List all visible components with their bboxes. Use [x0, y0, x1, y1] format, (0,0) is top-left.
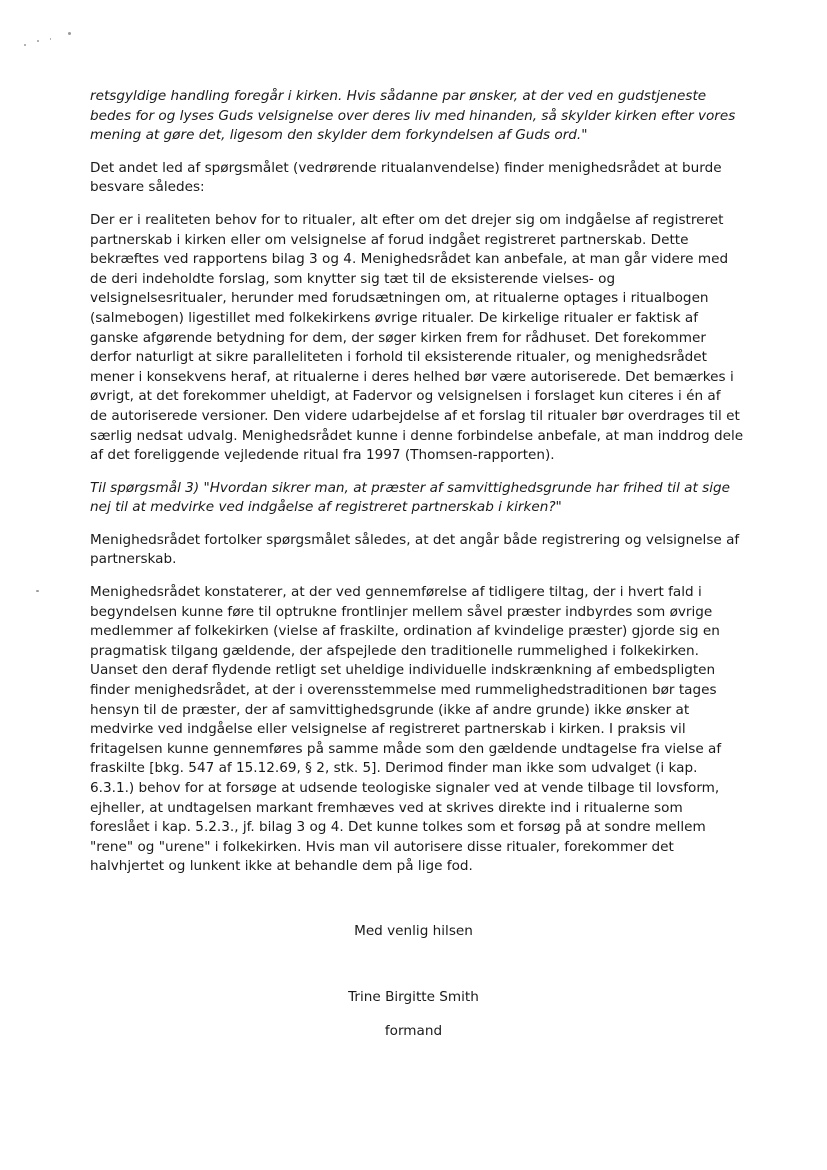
text-line: halvhjertet og lunkent ikke at behandle dem på lige fod.	[90, 858, 473, 875]
text-line: Der er i realiteten behov for to ritualer, alt efter om det drejer sig om indgåelse af registreret	[90, 211, 724, 228]
text-line: de deri indeholdte forslag, som knytter sig tæt til de eksisterende vielses- og	[90, 270, 616, 287]
text-line: pragmatisk tilgang gældende, der afspejlede den traditionelle rummelighed i folkekirken.	[90, 642, 699, 659]
text-line: Menighedsrådet fortolker spørgsmålet således, at det angår både registrering og velsignelse af	[90, 531, 740, 548]
text-line: foreslået i kap. 5.2.3., jf. bilag 3 og 4. Det kunne tolkes som et forsøg på at sondre mellem	[90, 819, 706, 836]
text-line: mener i konsekvens heraf, at ritualerne i deres helhed bør være autoriserede. Det bemærkes i	[90, 368, 734, 385]
text-line: ganske afgørende betydning for dem, der søger kirken frem for rådhuset. Det forekommer	[90, 329, 706, 346]
text-line: Menighedsrådet konstaterer, at der ved gennemførelse af tidligere tiltag, der i hvert fald i	[90, 584, 702, 601]
text-line: nej til at medvirke ved indgåelse af registreret partnerskab i kirken?"	[90, 499, 562, 516]
text-line: medvirke ved indgåelse eller velsignelse af registreret partnerskab i kirken. I praksis vil	[90, 721, 686, 738]
text-line: finder menighedsrådet, at der i overensstemmelse med rummelighedstraditionen bør tages	[90, 682, 717, 699]
text-line: besvare således:	[90, 179, 205, 196]
text-line: mening at gøre det, ligesom den skylder dem forkyndelsen af Guds ord."	[90, 127, 588, 144]
text-line: retsgyldige handling foregår i kirken. Hvis sådanne par ønsker, at der ved en gudstjeneste	[90, 88, 707, 104]
text-line: de autoriserede versioner. Den videre udarbejdelse af et forslag til ritualer bør overdrages til et	[90, 407, 740, 424]
text-line: Det andet led af spørgsmålet (vedrørende ritualanvendelse) finder menighedsrådet at burde	[90, 159, 722, 176]
scan-speck	[68, 32, 71, 35]
text-line: bedes for og lyses Guds velsignelse over deres liv med hinanden, så skylder kirken efter vores	[90, 107, 736, 124]
scan-speck	[36, 590, 39, 592]
paragraph-quote-end	[90, 87, 762, 146]
text-line: særlig nedsat udvalg. Menighedsrådet kunne i denne forbindelse anbefale, at man inddrog dele	[90, 427, 744, 444]
text-line: partnerskab i kirken eller om velsignelse af forud indgået registreret partnerskab. Dette	[90, 231, 689, 248]
text-line: Til spørgsmål 3) "Hvordan sikrer man, at præster af samvittighedsgrunde har frihed til at sige	[90, 479, 731, 496]
text-line: ejheller, at undtagelsen markant fremhæves ved at skrives direkte ind i ritualerne som	[90, 799, 683, 816]
text-line: af det foreliggende vejledende ritual fra 1997 (Thomsen-rapporten).	[90, 447, 555, 464]
text-line: Uanset den deraf flydende retligt set uheldige individuelle indskrænkning af embedspligten	[90, 662, 716, 679]
text-line: medlemmer af folkekirken (vielse af fraskilte, ordination af kvindelige præster) gjorde sig en	[90, 623, 720, 640]
scan-speck	[37, 40, 39, 42]
text-line: "rene" og "urene" i folkekirken. Hvis man vil autorisere disse ritualer, forekommer det	[90, 838, 674, 855]
paragraph-ritual-intro	[90, 159, 762, 198]
text-line: øvrigt, at det forekommer uheldigt, at Fadervor og velsignelsen i forslaget kun citeres i én af	[90, 388, 721, 405]
paragraph-question-3	[90, 479, 762, 518]
text-line: (salmebogen) ligestillet med folkekirkens øvrige ritualer. De kirkelige ritualer er faktisk af	[90, 309, 699, 326]
paragraph-interpretation	[90, 531, 762, 570]
text-line: partnerskab.	[90, 551, 177, 568]
scan-speck	[50, 38, 51, 40]
text-line: fraskilte [bkg. 547 af 15.12.69, § 2, stk. 5]. Derimod finder man ikke som udvalget (i kap.	[90, 760, 698, 777]
letter-body	[90, 87, 762, 890]
paragraph-conclusion	[90, 583, 762, 877]
paragraph-two-rituals	[90, 211, 762, 466]
text-line: velsignelsesritualer, herunder med forudsætningen om, at ritualerne optages i ritualbogen	[90, 290, 709, 307]
text-line: begyndelsen kunne føre til optrukne frontlinjer mellem såvel præster indbyrdes som øvrige	[90, 603, 713, 620]
text-line: fritagelsen kunne gennemføres på samme måde som den gældende undtagelse fra vielse af	[90, 740, 722, 757]
closing-greeting: Med venlig hilsen	[354, 923, 473, 939]
signer-title: formand	[384, 1023, 443, 1039]
scan-speck	[24, 44, 26, 46]
text-line: derfor naturligt at sikre paralleliteten i forhold til eksisterende ritualer, og menighedsrådet	[90, 349, 707, 366]
signer-name: Trine Birgitte Smith	[348, 989, 479, 1005]
text-line: hensyn til de præster, der af samvittighedsgrunde (ikke af andre grunde) ikke ønsker at	[90, 701, 690, 718]
text-line: 6.3.1.) behov for at forsøge at udsende teologiske signaler ved at vende tilbage til lovsform,	[90, 780, 720, 796]
text-line: bekræftes ved rapportens bilag 3 og 4. Menighedsrådet kan anbefale, at man går videre med	[90, 251, 729, 268]
